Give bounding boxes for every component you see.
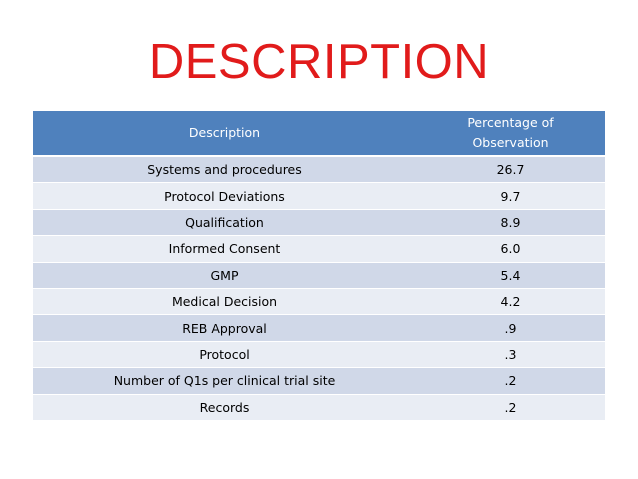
cell-description: Qualification xyxy=(33,209,416,235)
table-row xyxy=(33,236,605,262)
slide-title: DESCRIPTION xyxy=(148,35,490,89)
column-header-percentage xyxy=(416,111,605,156)
cell-percentage: 4.2 xyxy=(416,288,605,314)
cell-percentage: 26.7 xyxy=(416,156,605,183)
observation-table xyxy=(33,111,605,420)
cell-description: REB Approval xyxy=(33,315,416,341)
cell-percentage: 8.9 xyxy=(416,209,605,235)
table-row xyxy=(33,368,605,394)
table-header-row xyxy=(33,111,605,156)
cell-percentage: 6.0 xyxy=(416,236,605,262)
cell-description: Number of Q1s per clinical trial site xyxy=(33,368,416,394)
table-row xyxy=(33,394,605,420)
table-row xyxy=(33,183,605,209)
cell-description: Systems and procedures xyxy=(33,156,416,183)
cell-percentage: .3 xyxy=(416,341,605,367)
column-header-percentage-label: Percentage of Observation xyxy=(467,115,554,150)
table-row xyxy=(33,156,605,183)
column-header-description-label: Description xyxy=(188,125,261,140)
cell-percentage: .9 xyxy=(416,315,605,341)
cell-description: Protocol Deviations xyxy=(33,183,416,209)
cell-description: Protocol xyxy=(33,341,416,367)
table-row xyxy=(33,209,605,235)
table-row xyxy=(33,288,605,314)
cell-description: Medical Decision xyxy=(33,288,416,314)
table-row xyxy=(33,341,605,367)
cell-description: Informed Consent xyxy=(33,236,416,262)
table-row xyxy=(33,262,605,288)
cell-percentage: 5.4 xyxy=(416,262,605,288)
cell-percentage: .2 xyxy=(416,368,605,394)
cell-description: GMP xyxy=(33,262,416,288)
cell-percentage: .2 xyxy=(416,394,605,420)
column-header-description xyxy=(33,111,416,156)
cell-description: Records xyxy=(33,394,416,420)
cell-percentage: 9.7 xyxy=(416,183,605,209)
table-row xyxy=(33,315,605,341)
